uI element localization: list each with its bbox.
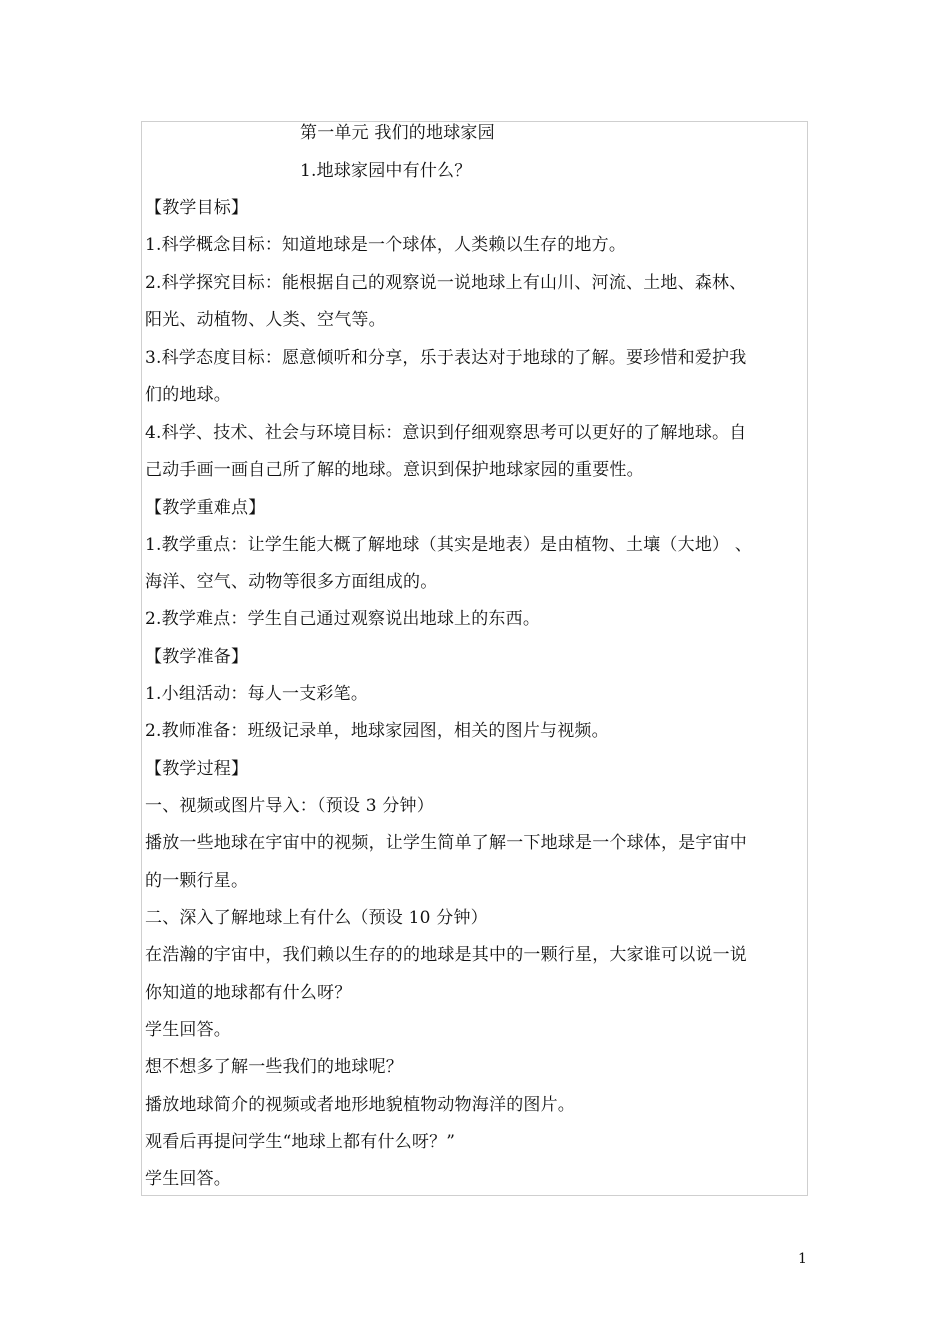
paragraph-line: 2.科学探究目标：能根据自己的观察说一说地球上有山川、河流、土地、森林、	[145, 273, 747, 293]
section-heading-objectives: 【教学目标】	[145, 198, 249, 218]
paragraph-line: 学生回答。	[145, 1169, 231, 1189]
paragraph-line: 2.教学难点：学生自己通过观察说出地球上的东西。	[145, 609, 541, 629]
section-heading-key-points: 【教学重难点】	[145, 498, 266, 518]
lesson-title: 1.地球家园中有什么？	[300, 161, 472, 181]
paragraph-line: 你知道的地球都有什么呀？	[145, 983, 352, 1003]
paragraph-line: 想不想多了解一些我们的地球呢？	[145, 1057, 403, 1077]
paragraph-line: 3.科学态度目标：愿意倾听和分享，乐于表达对于地球的了解。要珍惜和爱护我	[145, 348, 747, 368]
paragraph-line: 2.教师准备：班级记录单，地球家园图，相关的图片与视频。	[145, 721, 609, 741]
paragraph-line: 的一颗行星。	[145, 871, 249, 891]
section-heading-preparation: 【教学准备】	[145, 647, 249, 667]
paragraph-line: 1.教学重点：让学生能大概了解地球（其实是地表）是由植物、土壤（大地） 、	[145, 535, 753, 555]
paragraph-line: 播放一些地球在宇宙中的视频，让学生简单了解一下地球是一个球体，是宇宙中	[145, 833, 747, 853]
paragraph-line: 1.小组活动：每人一支彩笔。	[145, 684, 369, 704]
paragraph-line: 学生回答。	[145, 1020, 231, 1040]
paragraph-line: 们的地球。	[145, 385, 231, 405]
paragraph-line: 4.科学、技术、社会与环境目标：意识到仔细观察思考可以更好的了解地球。自	[145, 423, 747, 443]
paragraph-line: 阳光、动植物、人类、空气等。	[145, 310, 386, 330]
paragraph-line: 在浩瀚的宇宙中，我们赖以生存的的地球是其中的一颗行星，大家谁可以说一说	[145, 945, 747, 965]
paragraph-line: 播放地球简介的视频或者地形地貌植物动物海洋的图片。	[145, 1095, 575, 1115]
unit-title: 第一单元 我们的地球家园	[300, 123, 495, 143]
paragraph-line: 己动手画一画自己所了解的地球。意识到保护地球家园的重要性。	[145, 460, 644, 480]
page-number: 1	[798, 1251, 807, 1267]
paragraph-line: 1.科学概念目标：知道地球是一个球体，人类赖以生存的地方。	[145, 235, 627, 255]
section-heading-process: 【教学过程】	[145, 759, 249, 779]
paragraph-line: 观看后再提问学生“地球上都有什么呀？”	[145, 1132, 456, 1152]
subheading-line: 二、深入了解地球上有什么（预设 10 分钟）	[145, 908, 488, 928]
subheading-line: 一、视频或图片导入：（预设 3 分钟）	[145, 796, 434, 816]
paragraph-line: 海洋、空气、动物等很多方面组成的。	[145, 572, 438, 592]
